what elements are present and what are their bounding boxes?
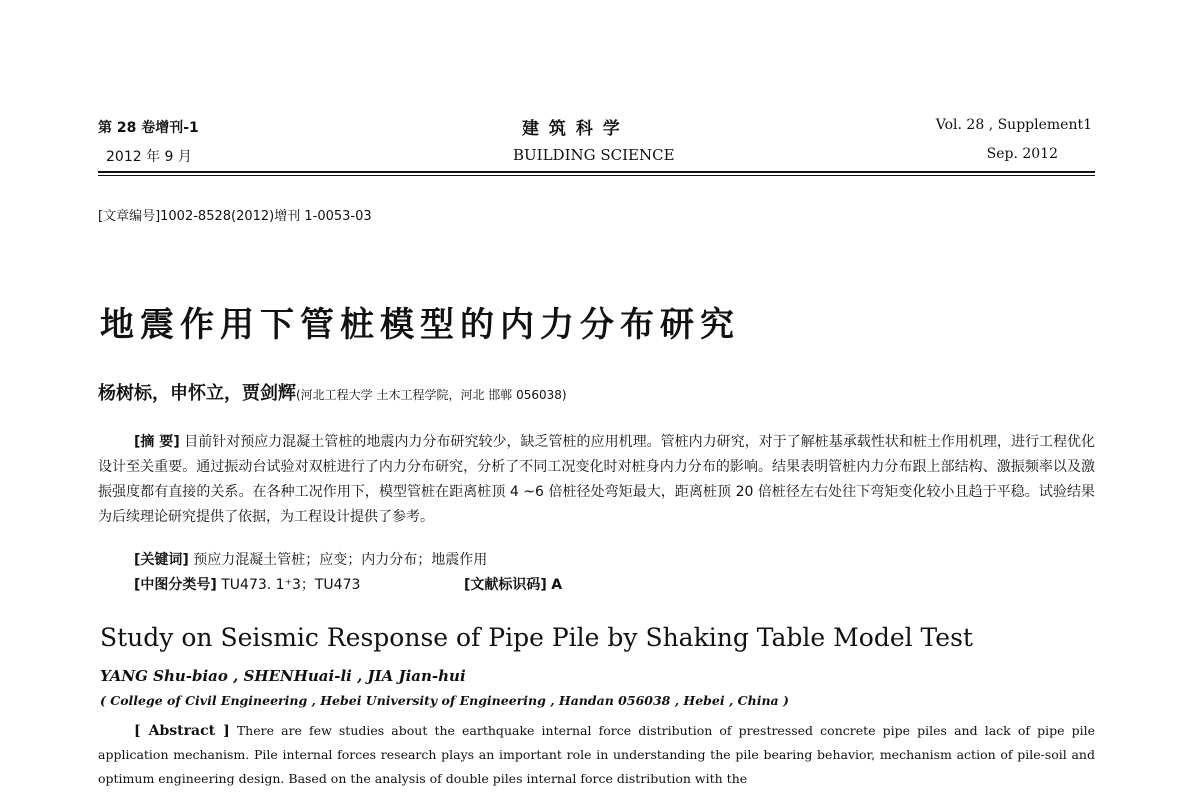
header-rule-thin bbox=[98, 175, 1095, 176]
volume-cn: 第 28 卷增刊-1 bbox=[98, 120, 199, 136]
title-en: Study on Seismic Response of Pipe Pile by Shaking Table Model Test bbox=[100, 623, 973, 652]
keywords-cn bbox=[134, 549, 487, 569]
classification-line bbox=[134, 574, 360, 594]
volume-en: Vol. 28 , Supplement1 bbox=[935, 117, 1092, 133]
date-cn: 2012 年 9 月 bbox=[106, 149, 192, 165]
date-en: Sep. 2012 bbox=[986, 146, 1058, 162]
clc-label: [中图分类号] bbox=[134, 577, 217, 593]
article-number: [文章编号]1002-8528(2012)增刊 1-0053-03 bbox=[98, 209, 372, 224]
clc-value: TU473. 1⁺3；TU473 bbox=[221, 577, 361, 593]
byline-cn bbox=[98, 379, 567, 405]
authors-en: YANG Shu-biao , SHENHuai-li , JIA Jian-hui bbox=[100, 667, 466, 685]
abstract-en-label: [ Abstract ] bbox=[134, 723, 230, 739]
header-rule-thick bbox=[98, 171, 1095, 173]
keywords-cn-label: [关键词] bbox=[134, 552, 189, 568]
abstract-en-text: There are few studies about the earthquake internal force distribution of prestressed concrete pipe piles and lack of pipe pile application mechanism. Pile internal forces research plays an important role in understanding the pile bearing behavior, mechanism action of pile-soil and optimum engineering design. Based on the analysis of double piles internal force distribution with the bbox=[98, 723, 1096, 786]
abstract-cn-text: 目前针对预应力混凝土管桩的地震内力分布研究较少，缺乏管桩的应用机理。管桩内力研究，对于了解桩基承载性状和桩土作用机理，进行工程优化设计至关重要。通过振动台试验对双桩进行了内力分布研究，分析了不同工况变化时对桩身内力分布的影响。结果表明管桩内力分布跟上部结构、激振频率以及激振强度都有直接的关系。在各种工况作用下，模型管桩在距离桩顶 4 ~6 倍桩径处弯矩最大，距离桩顶 20 倍桩径左右处往下弯矩变化较小且趋于平稳。试验结果为后续理论研究提供了依据，为工程设计提供了参考。 bbox=[98, 434, 1096, 525]
journal-title-cn: 建 筑 科 学 bbox=[522, 119, 622, 139]
journal-title-en: BUILDING SCIENCE bbox=[513, 146, 675, 164]
doc-code-label: [文献标识码] bbox=[464, 577, 547, 593]
authors-cn: 杨树标，申怀立，贾剑辉 bbox=[98, 383, 296, 404]
affiliation-en: ( College of Civil Engineering , Hebei University of Engineering , Handan 056038 , Hebei , China ) bbox=[100, 693, 789, 708]
doc-code-line bbox=[464, 574, 562, 594]
abstract-cn bbox=[98, 430, 1095, 530]
doc-code-value: A bbox=[551, 577, 563, 593]
abstract-en bbox=[98, 719, 1095, 791]
affiliation-cn: (河北工程大学 土木工程学院，河北 邯郸 056038) bbox=[296, 388, 567, 402]
title-cn: 地震作用下管桩模型的内力分布研究 bbox=[100, 305, 740, 345]
keywords-cn-text: 预应力混凝土管桩；应变；内力分布；地震作用 bbox=[193, 552, 488, 568]
abstract-cn-label: [摘 要] bbox=[134, 434, 180, 450]
